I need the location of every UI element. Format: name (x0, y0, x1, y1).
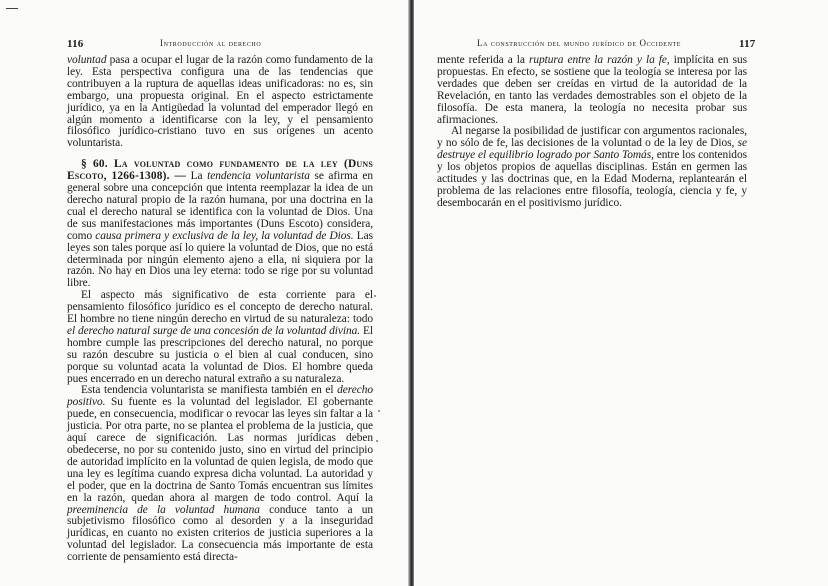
section-heading: § 60. La voluntad como fundamento de la ley (Duns Escoto, 1266-1308). — (67, 158, 373, 183)
italic-text: derecho positivo. (67, 384, 373, 409)
paragraph (67, 290, 373, 385)
text-run: se afirma en general sobre una concepción que intenta reemplazar la idea de un derecho natural propio de la razón humana, por una doctrina en la cual el derecho natural se identifica con la voluntad de Dios. Una de sus manifestaciones más importantes (Duns Escoto) considera, como (67, 170, 373, 242)
italic-text: voluntad (67, 54, 107, 66)
text-run: Esta tendencia voluntarista se manifiesta también en el (81, 384, 338, 397)
right-running-title: La construcción del mundo jurídico de Occidente (477, 38, 682, 48)
text-run: conduce tanto a un subjetivismo filosófico como al desorden y a la inseguridad jurídicas, en cuanto no existen criterios de justicia superiores a la voluntad del legislador. La consecuencia más importante de esta corriente de pensamiento está directa- (67, 503, 373, 564)
text-run: pasa a ocupar el lugar de la razón como fundamento de la ley. Esta perspectiva configura una de las tendencias que contribuyen a la ruptura de aquellas ideas unificadoras: no es, sin embargo, una propuesta original. En el aspecto estrictamente jurídico, ya en la Antigüedad la voluntad del emperador llegó en algún momento a identificarse con la ley, y el pensamiento filosófico jurídico-cristiano tuvo en sus orígenes un acento voluntarista. (67, 54, 373, 150)
right-page (414, 0, 828, 586)
text-run: implícita en sus propuestas. En efecto, se sostiene que la teología se interesa por las verdades que deben ser creídas en virtud de la autoridad de la Revelación, en tanto las verdades demostrables son el objeto de la filosofía. De esta manera, la teología no necesita probar sus afirmaciones. (437, 54, 748, 126)
text-run: entre los contenidos y los objetos propios de aquellas disciplinas. Están en germen las actitudes y las doctrinas que, en la Edad Moderna, replantearán el problema de las relaciones entre filosofía, teología, ciencia y fe, y desembocarán en el positivismo jurídico. (437, 149, 747, 209)
right-page-number: 117 (739, 38, 756, 50)
italic-text: ruptura entre la razón y la fe, (528, 54, 670, 66)
left-body-text (67, 55, 373, 564)
left-page-number: 116 (67, 38, 84, 50)
scan-speck (374, 295, 376, 297)
text-run: Las leyes son tales porque así lo quiere la voluntad de Dios, que no está determinada por ningún elemento ajeno a ella, ni siquiera por la razón. No hay en Dios una ley eterna: todo se rige por su voluntad libre. (67, 229, 373, 290)
paragraph (67, 385, 373, 564)
text-run: El hombre cumple las prescripciones del derecho natural, no porque su razón descubre su justicia o el bien al cual conducen, sino porque su voluntad acata la voluntad de Dios. El hombre queda pues encerrado en un derecho natural extraño a su naturaleza. (67, 324, 373, 385)
left-running-title: Introducción al derecho (160, 38, 262, 48)
paragraph (67, 55, 373, 150)
text-run: El aspecto más significativo de esta corriente para el pensamiento filosófico jurídico es el concepto de derecho natural. El hombre no tiene ningún derecho en virtud de su naturaleza: todo (67, 289, 373, 326)
scan-corner-mark (6, 8, 18, 9)
text-run: Su fuente es la voluntad del legislador. El gobernante puede, en consecuencia, modificar o revocar las leyes sin faltar a la justicia. Por otra parte, no se plantea el problema de la justicia, que aquí carece de significación. Las normas jurídicas deben obedecerse, no por su contenido justo, sino en virtud del principio de autoridad implícito en la voluntad de quien legisla, de modo que una ley es legítima cuando expresa dicha voluntad. La autoridad y el poder, que en la doctrina de Santo Tomás encuentran sus límites en la razón, quedan ahora al margen de todo control. Aquí la (67, 396, 373, 504)
paragraph (437, 126, 747, 209)
right-body-text (437, 55, 747, 210)
scan-speck (376, 440, 378, 442)
italic-text: causa primera y exclusiva de la ley, la voluntad de Dios. (95, 229, 354, 242)
paragraph (437, 55, 747, 126)
text-run: Al negarse la posibilidad de justificar con argumentos racionales, y no sólo de fe, las decisiones de la voluntad o de la ley de Dios, (437, 125, 747, 150)
text-run: mente referida a la (437, 54, 529, 66)
left-page (0, 0, 410, 586)
italic-text: el derecho natural surge de una concesión de la voluntad divina. (67, 324, 361, 337)
text-run: La (186, 170, 208, 183)
scan-speck (378, 410, 380, 412)
italic-text: se destruye el equilibrio logrado por Santo Tomás, (437, 137, 747, 162)
italic-text: preeminencia de la voluntad humana (67, 503, 260, 516)
paragraph (67, 159, 373, 290)
italic-text: tendencia voluntarista (207, 170, 310, 183)
